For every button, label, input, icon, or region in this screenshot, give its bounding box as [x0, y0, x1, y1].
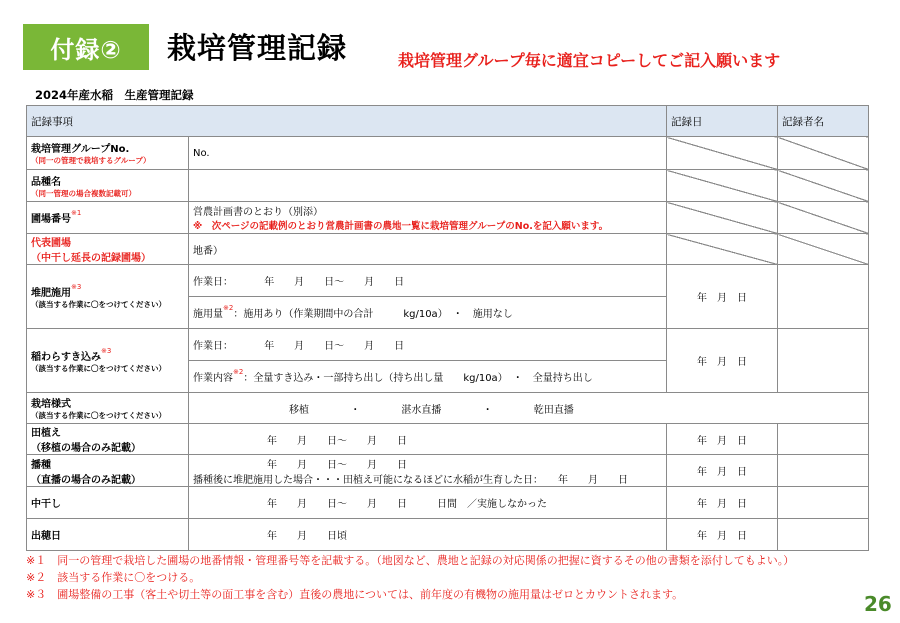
footnote-2: ※２ 該当する作業に〇をつける。 [26, 571, 201, 584]
heading-recorder[interactable] [778, 519, 869, 551]
heading-date: 年 月 日頃 [267, 531, 347, 542]
seeding-recorder[interactable] [778, 455, 869, 487]
label-cell [27, 329, 189, 393]
row-midseason [27, 487, 869, 519]
planting-label: 田植え [31, 428, 61, 439]
amount-label: 施用量 [193, 309, 223, 320]
planting-record-date[interactable]: 年 月 日 [667, 424, 778, 455]
copy-instruction: 栽培管理グループ毎に適宜コピーしてご記入願います [398, 51, 781, 70]
recorder-na-cell [778, 234, 869, 265]
rep-sublabel: （中干し延長の記録圃場） [31, 253, 151, 264]
seeding-extra: 播種後に堆肥施用した場合・・・田植え可能になるほどに水稲が生育した日： 年 月 日 [193, 474, 628, 486]
label-cell [27, 424, 189, 455]
note-mark: ※1 [71, 209, 82, 217]
row-compost-work [27, 265, 869, 297]
field-line1: 営農計画書のとおり（別添） [193, 207, 323, 218]
heading-record-date[interactable]: 年 月 日 [667, 519, 778, 551]
straw-sublabel: （該当する作業に〇をつけてください） [31, 363, 166, 373]
label-cell [27, 519, 189, 551]
footnote-3: ※３ 圃場整備の工事（客土や切土等の面工事を含む）直後の農地については、前年度の有機物の施用量はゼロとカウントされます。 [26, 588, 684, 601]
midseason-label: 中干し [31, 499, 61, 510]
label-cell [27, 202, 189, 234]
seeding-label: 播種 [31, 459, 51, 471]
straw-recorder[interactable] [778, 329, 869, 393]
content-label: 作業内容 [193, 373, 233, 384]
field-line2: ※ 次ページの記載例のとおり営農計画書の農地一覧に栽培管理グループのNo.を記入願います。 [193, 221, 609, 232]
style-option-transplant[interactable]: 移植 [289, 404, 309, 416]
planting-dates[interactable] [189, 424, 667, 455]
date-na-cell [667, 234, 778, 265]
compost-sublabel: （該当する作業に〇をつけてください） [31, 299, 166, 309]
table-header-row [27, 106, 869, 137]
label-cell [27, 137, 189, 170]
footnote-1: ※１ 同一の管理で栽培した圃場の地番情報・管理番号等を記載する。（地図など、農地と記録の対応関係の把握に資するその他の書類を添付してもよい。） [26, 554, 795, 567]
planting-sublabel: （移植の場合のみ記載） [31, 443, 141, 454]
date-na-cell [667, 170, 778, 202]
rep-label: 代表圃場 [31, 238, 71, 249]
footnotes [26, 552, 794, 603]
note-mark: ※2 [223, 304, 234, 312]
label-cell [27, 487, 189, 519]
variety-field[interactable] [189, 170, 667, 202]
rep-field[interactable]: 地番） [189, 234, 667, 265]
row-planting [27, 424, 869, 455]
label-cell [27, 393, 189, 424]
row-group-no [27, 137, 869, 170]
note-mark: ※3 [101, 346, 112, 355]
compost-label: 堆肥施用 [31, 287, 71, 299]
midseason-record-date[interactable]: 年 月 日 [667, 487, 778, 519]
variety-label: 品種名 [31, 176, 61, 188]
note-mark: ※2 [233, 368, 244, 376]
header-record-date: 記録日 [667, 106, 778, 137]
form-subtitle: 2024年産水稲 生産管理記録 [35, 88, 194, 102]
compost-recorder[interactable] [778, 265, 869, 329]
style-label: 栽培様式 [31, 399, 71, 410]
style-sublabel: （該当する作業に〇をつけてください） [31, 411, 166, 420]
work-date-range: 年 月 日～ 月 日 [264, 277, 405, 288]
straw-record-date[interactable]: 年 月 日 [667, 329, 778, 393]
variety-sublabel: （同一管理の場合複数記載可） [31, 188, 136, 198]
straw-work-date[interactable] [189, 329, 667, 361]
group-no-field[interactable]: No. [189, 137, 667, 170]
style-separator: ・ [482, 404, 493, 416]
page-number: 26 [864, 592, 892, 616]
heading-label: 出穂日 [31, 531, 61, 542]
label-cell [27, 234, 189, 265]
row-variety [27, 170, 869, 202]
row-field-no [27, 202, 869, 234]
straw-label: 稲わらすき込み [31, 351, 101, 363]
group-sublabel: （同一の管理で栽培するグループ） [31, 156, 151, 165]
row-cultivation-style [27, 393, 869, 424]
recorder-na-cell [778, 170, 869, 202]
amount-text: ：施用あり（作業期間中の合計 kg/10a） ・ 施用なし [233, 309, 513, 320]
record-table [26, 105, 869, 551]
style-option-flooded-direct[interactable]: 湛水直播 [401, 404, 442, 416]
midseason-dates[interactable] [189, 487, 667, 519]
label-cell [27, 265, 189, 329]
row-representative-field [27, 234, 869, 265]
work-date-label: 作業日： [193, 341, 233, 352]
header-item: 記録事項 [27, 106, 667, 137]
compost-record-date[interactable]: 年 月 日 [667, 265, 778, 329]
group-label: 栽培管理グループNo. [31, 144, 130, 155]
seeding-date-range: 年 月 日～ 月 日 [267, 459, 407, 471]
row-seeding [27, 455, 869, 487]
style-separator: ・ [350, 404, 361, 416]
heading-dates[interactable] [189, 519, 667, 551]
note-mark: ※3 [71, 282, 82, 291]
label-cell [27, 455, 189, 487]
page-title: 栽培管理記録 [167, 31, 348, 65]
field-label: 圃場番号 [31, 214, 71, 225]
midseason-recorder[interactable] [778, 487, 869, 519]
work-date-label: 作業日： [193, 277, 233, 288]
midseason-date-range: 年 月 日～ 月 日 日間 ／実施しなかった [267, 499, 547, 510]
content-text: ：全量すき込み・一部持ち出し（持ち出し量 kg/10a） ・ 全量持ち出し [243, 373, 593, 384]
date-na-cell [667, 202, 778, 234]
style-options [189, 393, 869, 424]
recorder-na-cell [778, 202, 869, 234]
header-recorder: 記録者名 [778, 106, 869, 137]
style-option-dry-direct[interactable]: 乾田直播 [533, 404, 574, 416]
straw-content[interactable] [189, 361, 667, 393]
label-cell [27, 170, 189, 202]
planting-recorder[interactable] [778, 424, 869, 455]
recorder-na-cell [778, 137, 869, 170]
seeding-dates[interactable] [189, 455, 667, 487]
field-no-field[interactable] [189, 202, 667, 234]
seeding-record-date[interactable]: 年 月 日 [667, 455, 778, 487]
work-date-range: 年 月 日～ 月 日 [264, 341, 405, 352]
row-heading [27, 519, 869, 551]
seeding-sublabel: （直播の場合のみ記載） [31, 474, 141, 486]
compost-work-date[interactable] [189, 265, 667, 297]
appendix-badge: 付録② [23, 24, 149, 70]
compost-amount[interactable] [189, 297, 667, 329]
row-straw-work [27, 329, 869, 361]
date-na-cell [667, 137, 778, 170]
planting-date-range: 年 月 日～ 月 日 [267, 435, 407, 447]
